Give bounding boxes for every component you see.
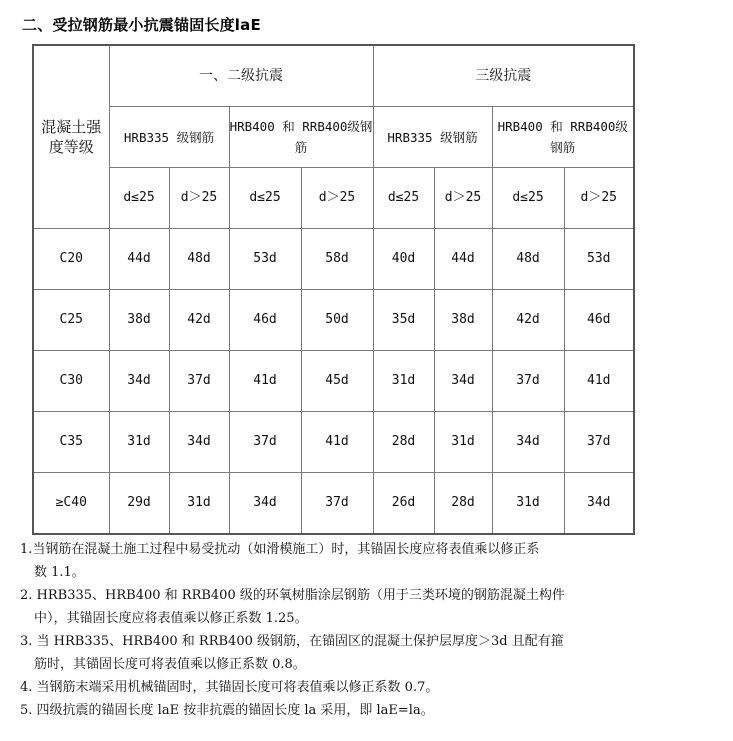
header-diameter: d≤25 <box>373 168 434 229</box>
note-1-line-2: 数 1.1。 <box>34 565 85 580</box>
header-steel-hrb400-l3: HRB400 和 RRB400级钢筋 <box>492 107 634 168</box>
header-diameter: d＞25 <box>169 168 229 229</box>
table-body <box>33 45 634 534</box>
header-diameter: d≤25 <box>492 168 564 229</box>
table-cell: 34d <box>229 473 301 535</box>
header-level-1-2: 一、二级抗震 <box>109 45 373 107</box>
table-cell: 38d <box>434 290 492 351</box>
table-cell: 48d <box>169 229 229 290</box>
table-cell: 29d <box>109 473 169 535</box>
row-grade: C20 <box>33 229 109 290</box>
table-cell: 42d <box>492 290 564 351</box>
page-title: 二、受拉钢筋最小抗震锚固长度laE <box>22 16 261 34</box>
header-steel-hrb335-l12: HRB335 级钢筋 <box>109 107 229 168</box>
header-row-steel-types <box>33 107 634 168</box>
table-cell: 37d <box>564 412 634 473</box>
table-cell: 53d <box>564 229 634 290</box>
row-grade: C30 <box>33 351 109 412</box>
header-diameter: d≤25 <box>109 168 169 229</box>
table-cell: 41d <box>301 412 373 473</box>
table-cell: 41d <box>564 351 634 412</box>
table-cell: 40d <box>373 229 434 290</box>
anchorage-table-container <box>32 44 635 535</box>
row-grade: C25 <box>33 290 109 351</box>
table-cell: 50d <box>301 290 373 351</box>
header-steel-hrb400-l12: HRB400 和 RRB400级钢筋 <box>229 107 373 168</box>
table-cell: 37d <box>492 351 564 412</box>
header-diameter: d≤25 <box>229 168 301 229</box>
table-cell: 31d <box>434 412 492 473</box>
header-diameter: d＞25 <box>434 168 492 229</box>
note-3-line-1: 3. 当 HRB335、HRB400 和 RRB400 级钢筋，在锚固区的混凝土保护层厚度＞3d 且配有箍 <box>20 634 564 649</box>
table-cell: 28d <box>373 412 434 473</box>
table-cell: 37d <box>229 412 301 473</box>
table-cell: 58d <box>301 229 373 290</box>
note-3-line-2: 筋时，其锚固长度可将表值乘以修正系数 0.8。 <box>34 657 306 672</box>
notes-section <box>20 538 695 722</box>
header-diameter: d＞25 <box>301 168 373 229</box>
table-row <box>33 473 634 535</box>
table-cell: 37d <box>301 473 373 535</box>
anchorage-length-table <box>32 44 635 535</box>
header-level-3: 三级抗震 <box>373 45 634 107</box>
table-cell: 45d <box>301 351 373 412</box>
table-row <box>33 351 634 412</box>
table-cell: 41d <box>229 351 301 412</box>
table-row <box>33 290 634 351</box>
table-cell: 34d <box>434 351 492 412</box>
table-cell: 31d <box>373 351 434 412</box>
table-cell: 48d <box>492 229 564 290</box>
table-cell: 34d <box>169 412 229 473</box>
table-cell: 46d <box>229 290 301 351</box>
table-cell: 31d <box>109 412 169 473</box>
table-cell: 38d <box>109 290 169 351</box>
table-cell: 42d <box>169 290 229 351</box>
table-cell: 44d <box>109 229 169 290</box>
table-cell: 31d <box>169 473 229 535</box>
header-diameter: d＞25 <box>564 168 634 229</box>
table-cell: 28d <box>434 473 492 535</box>
table-cell: 31d <box>492 473 564 535</box>
header-steel-hrb335-l3: HRB335 级钢筋 <box>373 107 492 168</box>
header-row-diameters <box>33 168 634 229</box>
note-4: 4. 当钢筋末端采用机械锚固时，其锚固长度可将表值乘以修正系数 0.7。 <box>20 680 439 695</box>
table-cell: 46d <box>564 290 634 351</box>
row-grade: C35 <box>33 412 109 473</box>
table-cell: 34d <box>109 351 169 412</box>
note-2-line-1: 2. HRB335、HRB400 和 RRB400 级的环氧树脂涂层钢筋（用于三类环境的钢筋混凝土构件 <box>20 588 565 603</box>
header-concrete-grade: 混凝土强度等级 <box>33 45 109 229</box>
note-5: 5. 四级抗震的锚固长度 laE 按非抗震的锚固长度 la 采用，即 laE=la。 <box>20 703 434 718</box>
table-cell: 37d <box>169 351 229 412</box>
header-row-levels <box>33 45 634 107</box>
table-cell: 26d <box>373 473 434 535</box>
table-cell: 53d <box>229 229 301 290</box>
table-row <box>33 412 634 473</box>
table-cell: 34d <box>492 412 564 473</box>
table-cell: 34d <box>564 473 634 535</box>
table-cell: 44d <box>434 229 492 290</box>
table-row <box>33 229 634 290</box>
table-cell: 35d <box>373 290 434 351</box>
note-2-line-2: 中），其锚固长度应将表值乘以修正系数 1.25。 <box>34 611 308 626</box>
row-grade: ≥C40 <box>33 473 109 535</box>
note-1-line-1: 1.当钢筋在混凝土施工过程中易受扰动（如滑模施工）时，其锚固长度应将表值乘以修正系 <box>20 542 540 557</box>
